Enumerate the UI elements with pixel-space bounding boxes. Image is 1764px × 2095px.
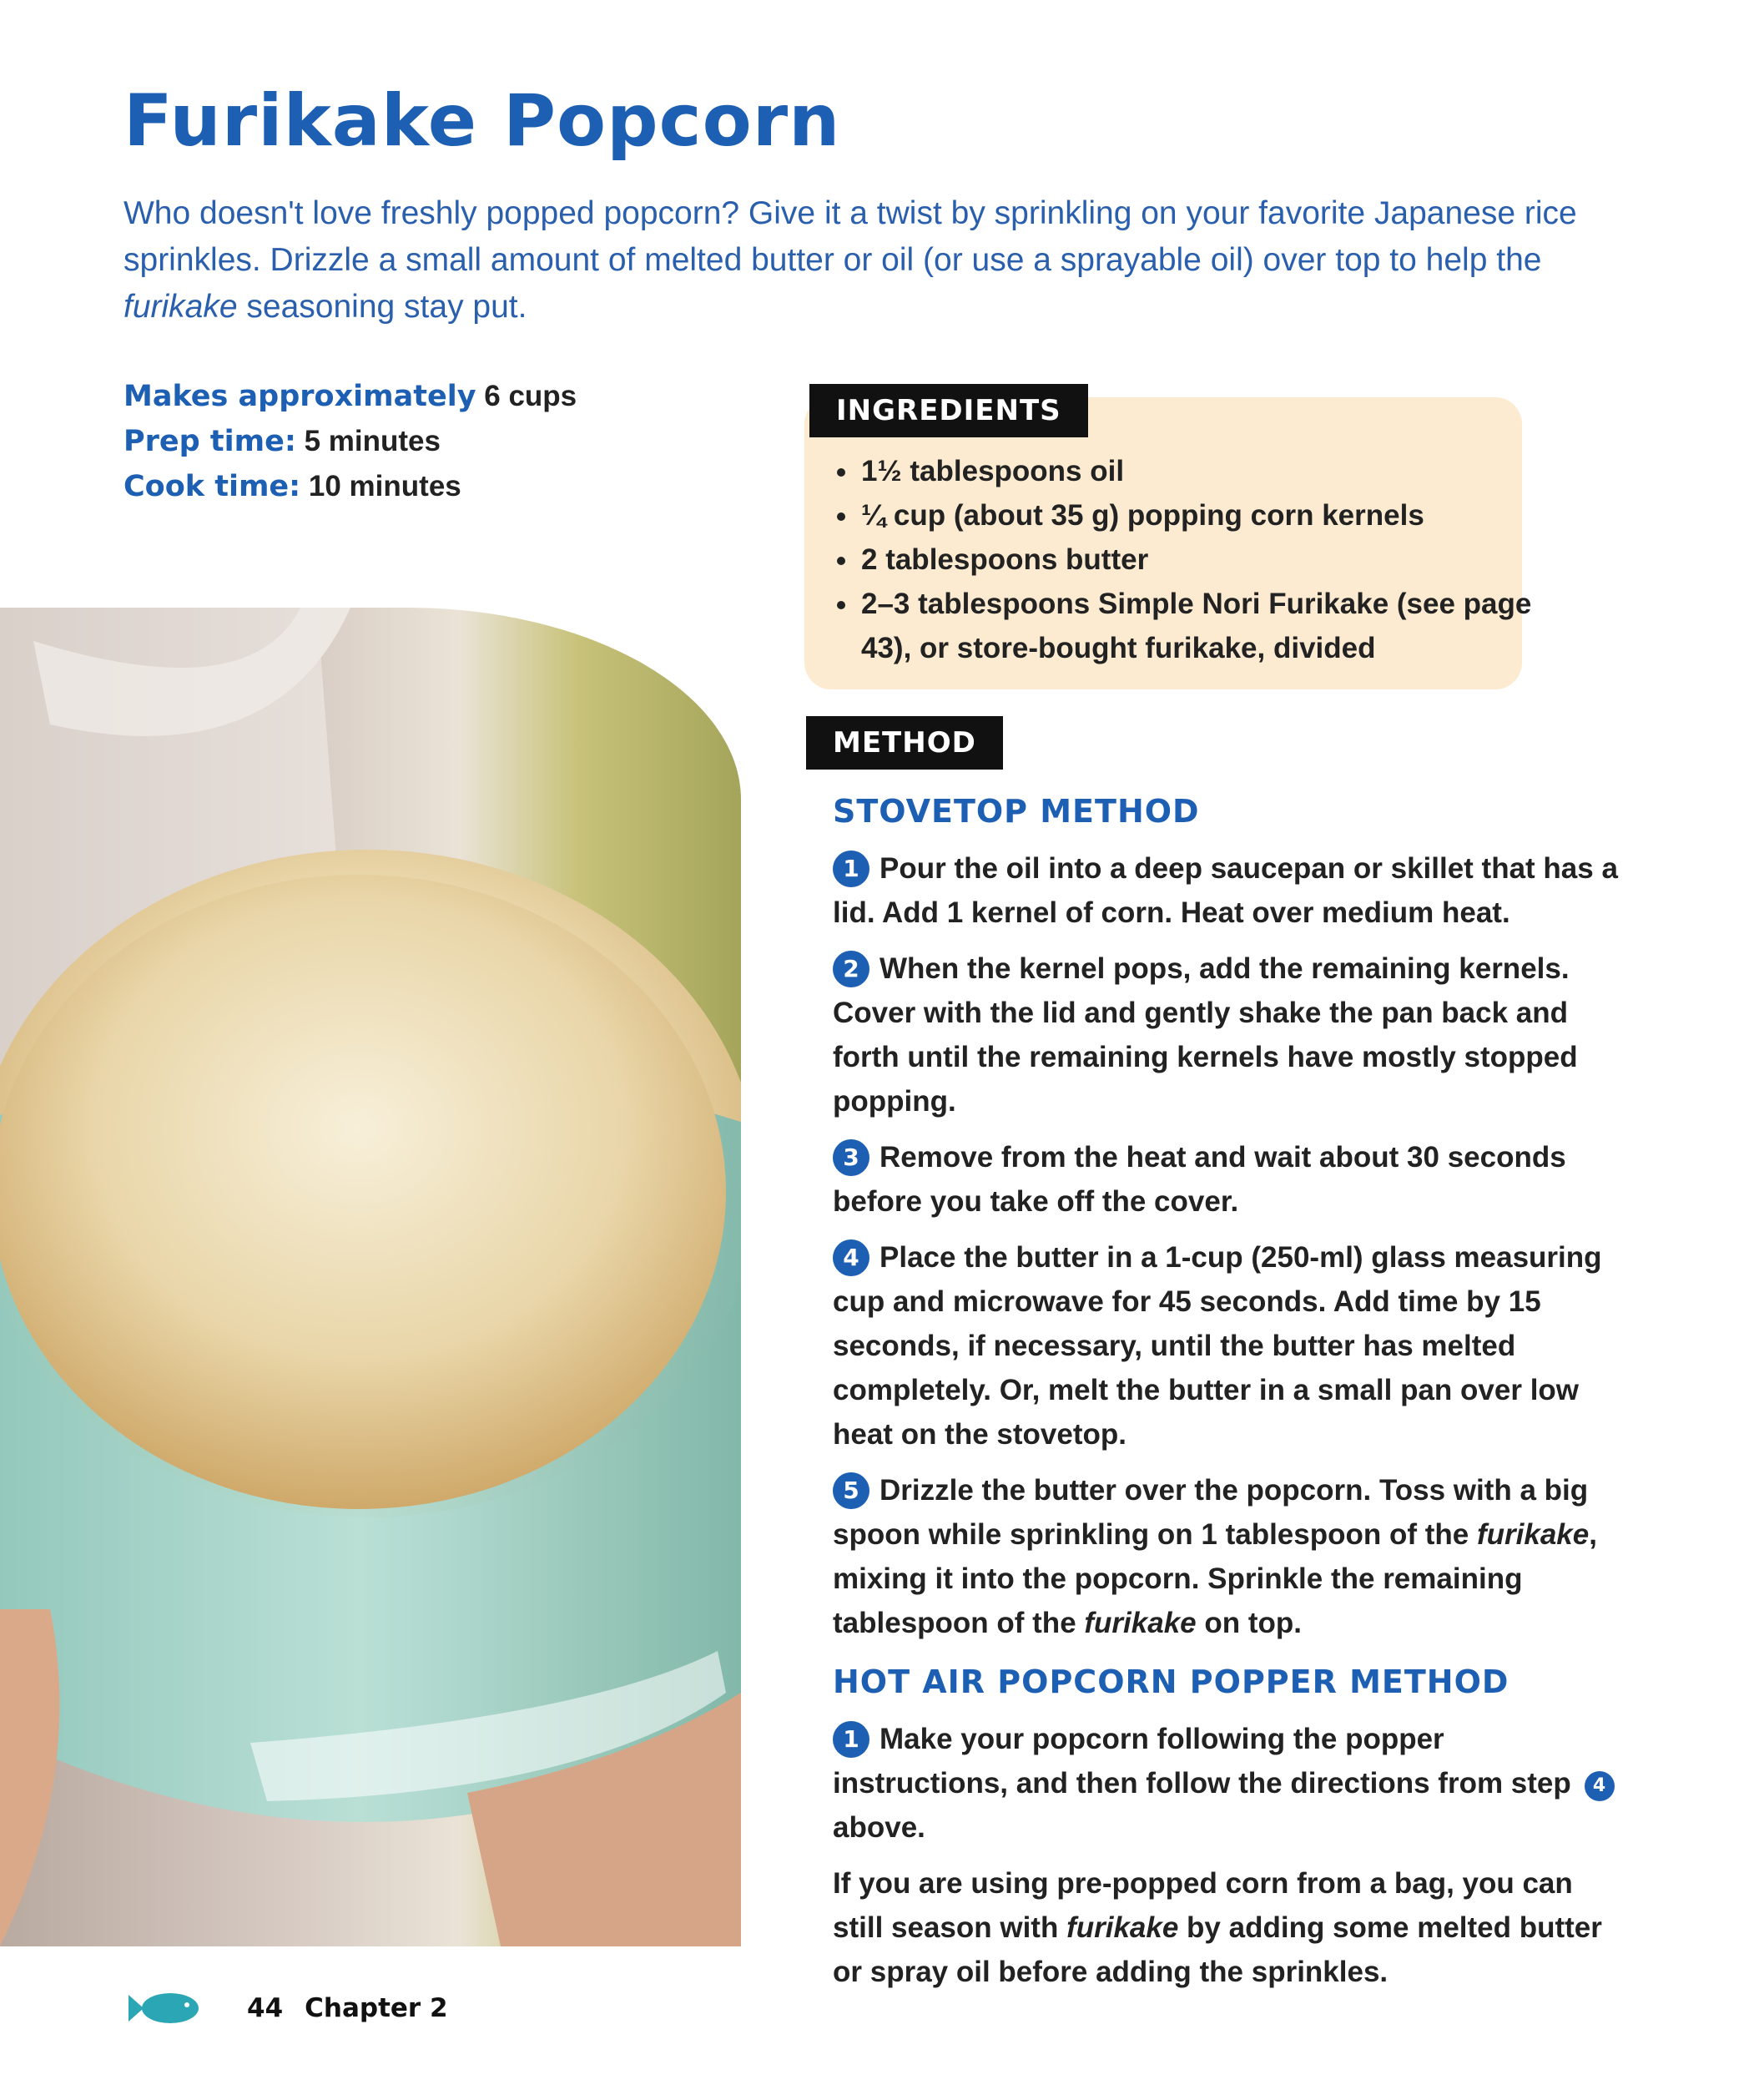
popcorn-bowl-illustration: [0, 608, 741, 1946]
hot-air-step-1: 1 Make your popcorn following the popper instructions, and then follow the directions from step 4 above.: [833, 1717, 1625, 1850]
step-number: 1: [833, 851, 869, 887]
makes-label: Makes approximately: [123, 380, 476, 413]
ingredients-header: INGREDIENTS: [809, 384, 1088, 437]
intro-text: Who doesn't love freshly popped popcorn? Give it a twist by sprinkling on your favorite Japanese rice sprinkles. Drizzle a small amount of melted butter or oil (or use a sprayable oil) over top to help the furikake seasoning stay put.: [123, 195, 1577, 325]
prep-label: Prep time:: [123, 425, 296, 458]
pre-popped-note: If you are using pre-popped corn from a bag, you can still season with furikake by adding some melted butter or spray oil before adding the sprinkles.: [833, 1867, 1602, 1988]
ingredient-item: • ¼ cup (about 35 g) popping corn kernels: [859, 493, 1535, 538]
prep-line: [123, 419, 577, 464]
page-number: 44: [247, 1993, 284, 2023]
step-4: 4 Place the butter in a 1-cup (250-ml) glass measuring cup and microwave for 45 seconds. Add time by 15 seconds, if necessary, until the butter has melted completely. Or, melt the butter in a small pan over low heat on the stovetop.: [833, 1241, 1602, 1451]
ingredient-item: • 2 tablespoons butter: [859, 538, 1535, 582]
cook-value: 10 minutes: [308, 470, 461, 502]
page-title: Furikake Popcorn: [123, 79, 841, 163]
recipe-meta: [123, 374, 577, 509]
step-number: 5: [833, 1472, 869, 1509]
step-number: 3: [833, 1139, 869, 1176]
prep-value: 5 minutes: [304, 425, 441, 457]
step-2: 2 When the kernel pops, add the remaining kernels. Cover with the lid and gently shake the pan back and forth until the remaining kernels have mostly stopped popping.: [833, 952, 1578, 1118]
makes-value: 6 cups: [484, 380, 577, 412]
ingredient-item: • 2–3 tablespoons Simple Nori Furikake (see page 43), or store-bought furikake, divided: [859, 582, 1535, 670]
page-footer: [125, 1990, 448, 2027]
cook-line: [123, 464, 577, 509]
fish-icon: [125, 1990, 200, 2027]
ingredients-list: [831, 449, 1535, 670]
step-number: 1: [833, 1721, 869, 1758]
step-5: 5 Drizzle the butter over the popcorn. Toss with a big spoon while sprinkling on 1 tablespoon of the furikake, mixing it into the popcorn. Sprinkle the remaining tablespoon of the furikake on top.: [833, 1474, 1597, 1639]
method-header: METHOD: [806, 716, 1003, 770]
step-1: 1 Pour the oil into a deep saucepan or skillet that has a lid. Add 1 kernel of corn. Heat over medium heat.: [833, 852, 1618, 929]
popcorn-photo: [0, 608, 741, 1946]
step-number: 2: [833, 951, 869, 987]
chapter-label: Chapter 2: [305, 1993, 448, 2023]
step-number: 4: [833, 1239, 869, 1276]
ingredient-item: • 1½ tablespoons oil: [859, 449, 1535, 493]
makes-line: [123, 374, 577, 419]
hot-air-title: HOT AIR POPCORN POPPER METHOD: [833, 1663, 1509, 1700]
method-section: [833, 786, 1625, 2006]
cook-label: Cook time:: [123, 470, 301, 503]
stovetop-title: STOVETOP METHOD: [833, 793, 1200, 830]
step-reference: 4: [1585, 1771, 1615, 1801]
step-3: 3 Remove from the heat and wait about 30 seconds before you take off the cover.: [833, 1141, 1566, 1218]
